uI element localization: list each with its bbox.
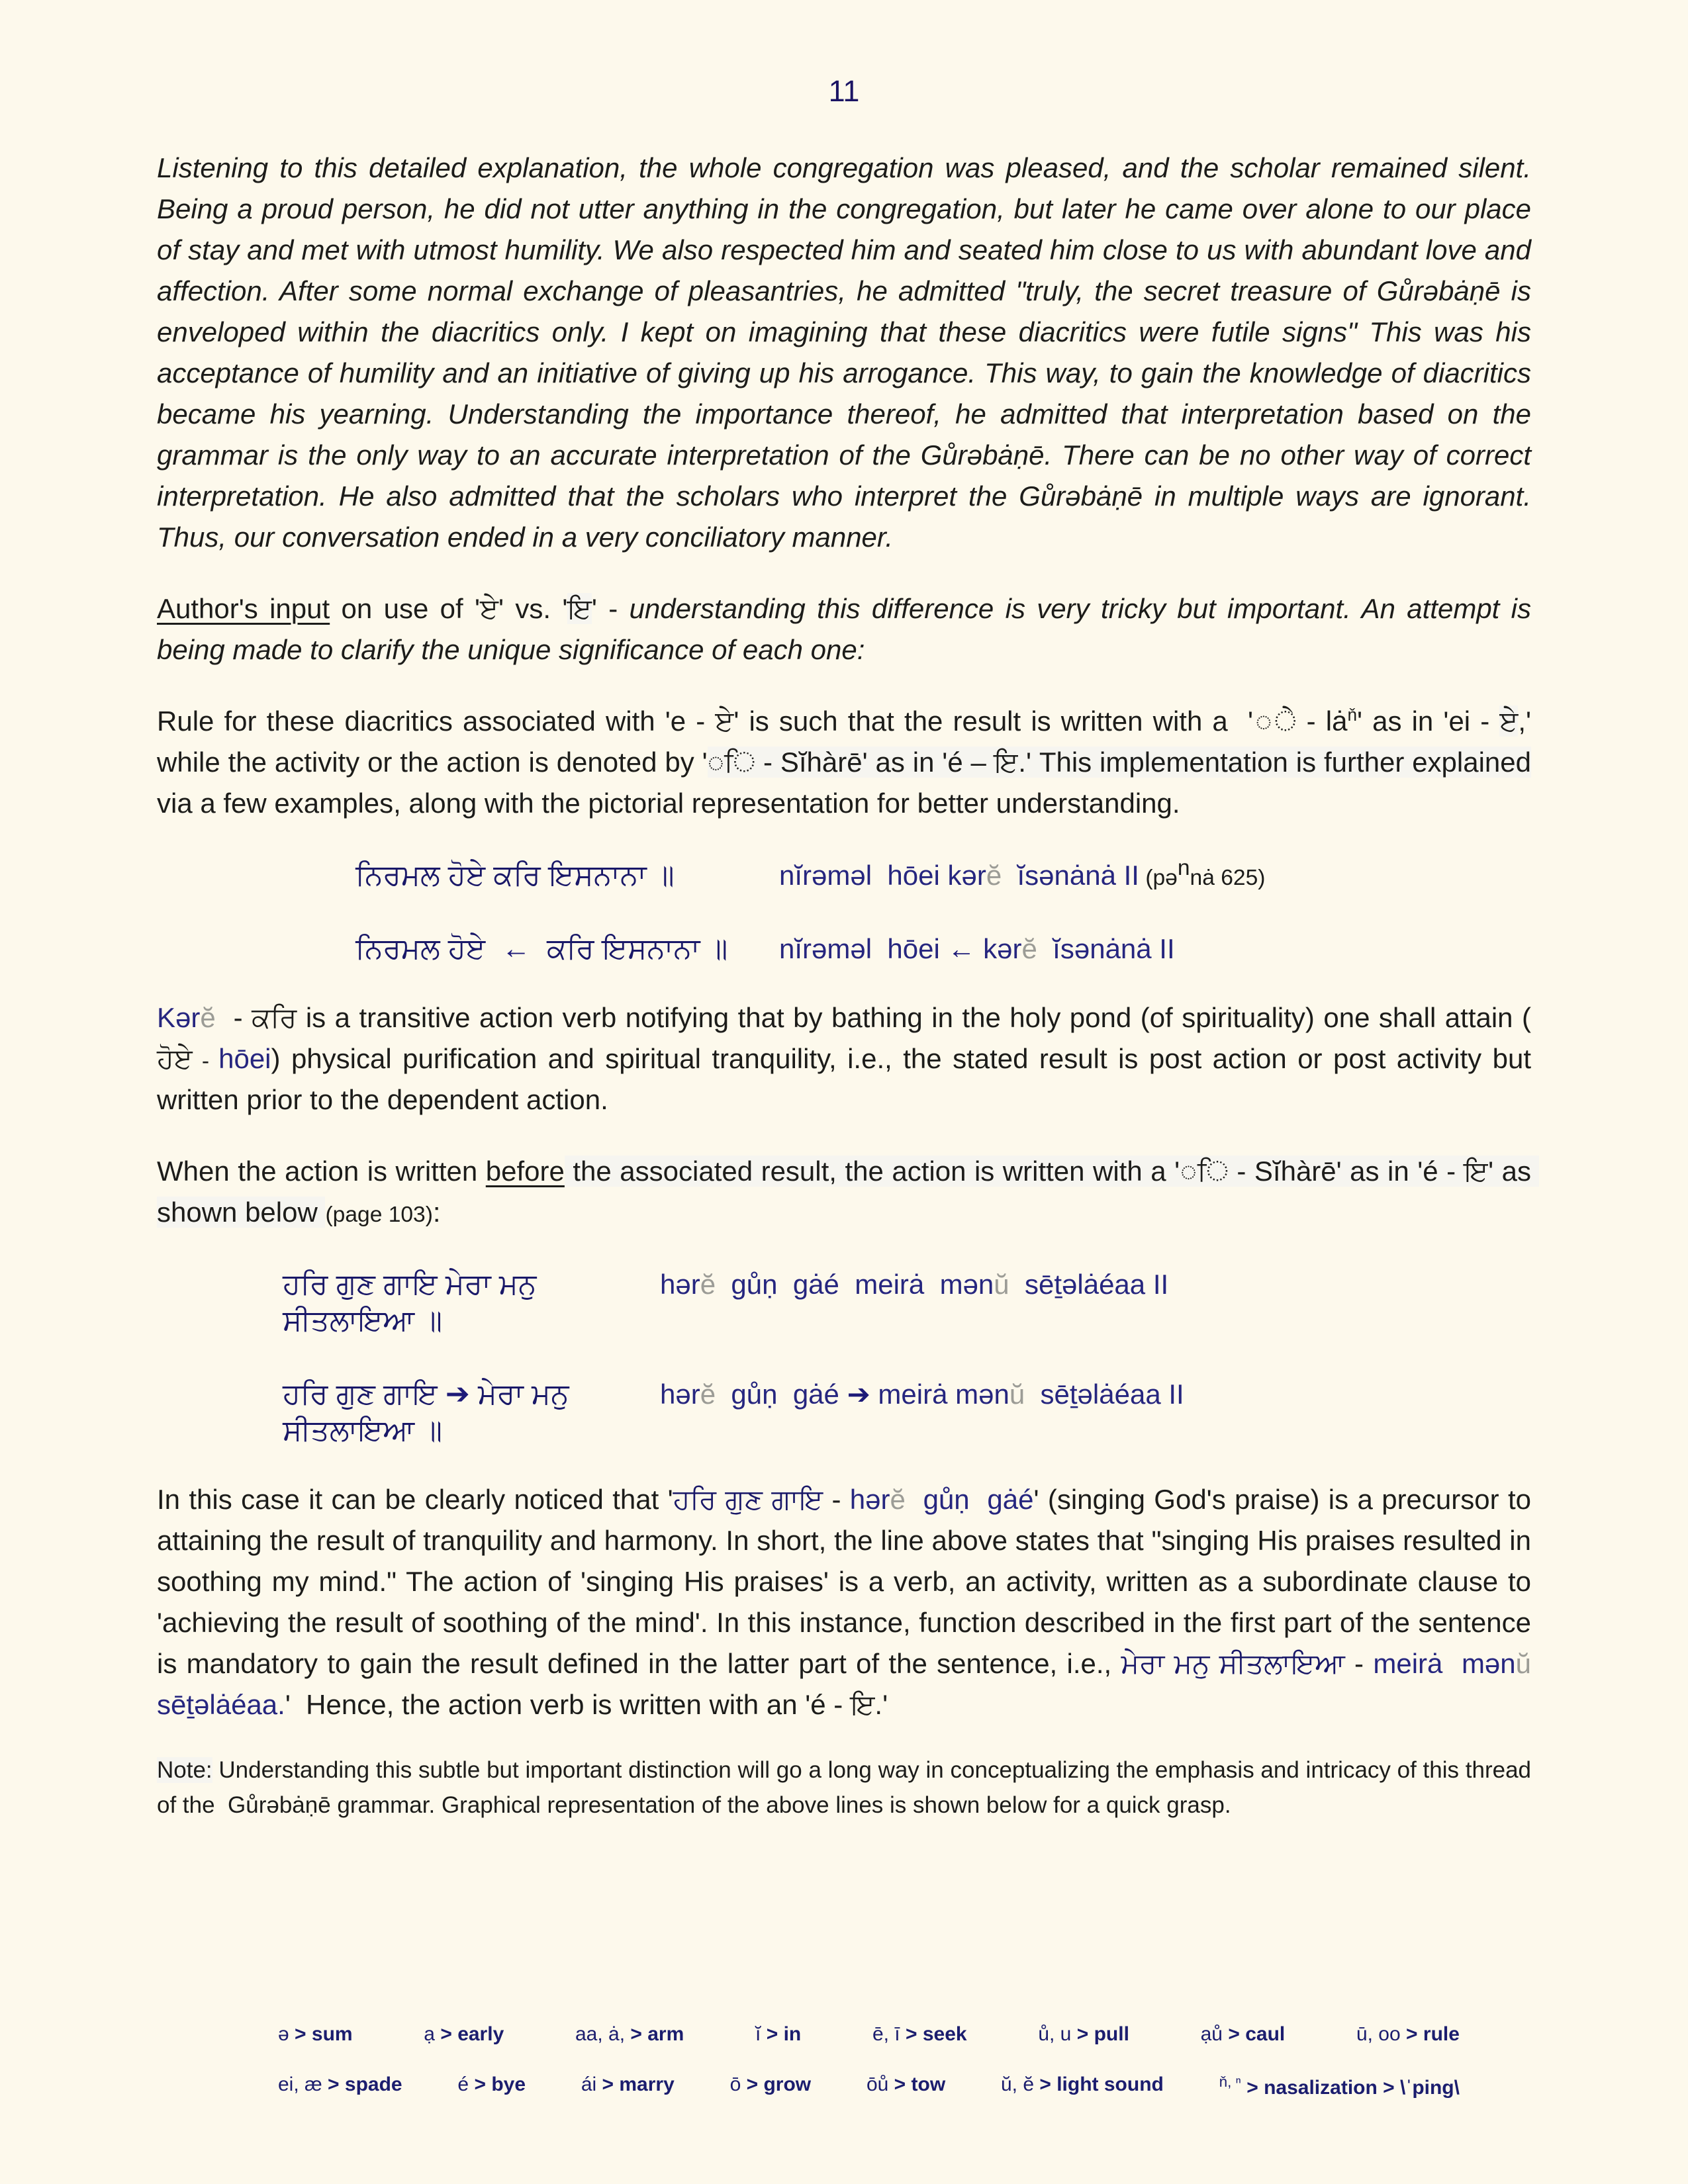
right-arrow-icon: ➔	[445, 1378, 470, 1411]
legend-separator: >	[888, 2073, 912, 2095]
left-arrow-icon: ←	[493, 933, 539, 966]
legend-row-1	[278, 2023, 1460, 2046]
transliteration-line: nĭrəməl hōei ← kərĕ ĭsənȧnȧ II	[779, 933, 1175, 965]
legend-item	[872, 2023, 967, 2046]
right-arrow-icon: ➔	[847, 1379, 870, 1410]
legend-symbol: ạ	[424, 2023, 435, 2045]
legend-separator: >	[1223, 2023, 1246, 2045]
legend-separator: >	[1400, 2023, 1423, 2045]
transliteration-line: nĭrəməl hōei kərĕ ĭsənȧnȧ II (pə$^n$nȧ 625)	[779, 856, 1266, 891]
gurmukhi-line: ਨਿਰਮਲ ਹੋਏ ਕਰਿ ਇਸਨਾਨਾ ॥	[355, 859, 675, 892]
legend-separator: >	[761, 2023, 784, 2045]
gurmukhi-line: ਨਿਰਮਲ ਹੋਏ ← ਕਰਿ ਇਸਨਾਨਾ ॥	[355, 933, 728, 966]
left-arrow-icon: ←	[947, 933, 976, 965]
legend-symbol: ei, æ	[278, 2073, 322, 2095]
paragraph-analysis: In this case it can be clearly noticed that 'ਹਰਿ ਗੁਣ ਗਾਇ - hərĕ gůṇ gȧé' (singing God's praise) is a precursor to attaining the result of tranquility and harmony. In short, the line above states that "singing His praises resulted in soothing my mind." The action of 'singing His praises' is a verb, an activity, written as a subordinate clause to 'achieving the result of soothing of the mind'. In this instance, function described in the first part of the sentence is mandatory to gain the result defined in the latter part of the sentence, i.e., ਮੇਰਾ ਮਨੁ ਸੀਤਲਾਇਆ - meirȧ mənŭ sēṯəlȧéaa.' Hence, the action verb is written with an 'é - ਇ.'	[157, 1484, 1547, 1721]
legend-word: marry	[619, 2073, 675, 2095]
legend-symbol: ĭ	[755, 2023, 761, 2045]
paragraph-intro: Listening to this detailed explanation, the whole congregation was pleased, and the scholar remained silent. Being a proud person, he did not utter anything in the congregation, but later he came over alone to our place of stay and met with utmost humility. We also respected him and seated him close to us with abundant love and affection. After some normal exchange of pleasantries, he admitted "truly, the secret treasure of Gůrəbȧṇē is enveloped within the diacritics only. I kept on imagining that these diacritics were futile signs" This was his acceptance of humility and an initiative of giving up his arrogance. This way, to gain the knowledge of diacritics became his yearning. Understanding the importance thereof, he admitted that interpretation based on the grammar is the only way to an accurate interpretation of the Gůrəbȧṇē. There can be no other way of correct interpretation. He also admitted that the scholars who interpret the Gůrəbȧṇē in multiple ways are ignorant. Thus, our conversation ended in a very conciliatory manner.	[157, 152, 1539, 553]
legend-item	[1201, 2023, 1286, 2046]
page-content	[157, 69, 1547, 1823]
legend-item	[730, 2073, 812, 2099]
legend-word: rule	[1423, 2023, 1460, 2045]
legend-separator: >	[322, 2073, 345, 2095]
legend-item	[1219, 2073, 1460, 2099]
legend-symbol: ū, oo	[1356, 2023, 1401, 2045]
gurmukhi-line: ਹਰਿ ਗੁਣ ਗਾਇ ਮੇਰਾ ਮਨੁ ਸੀਤਲਾਇਆ ॥	[283, 1268, 545, 1338]
legend-word: arm	[647, 2023, 684, 2045]
example-block-2	[283, 1266, 1531, 1449]
legend-word: caul	[1245, 2023, 1286, 2045]
legend-symbol: ů, u	[1038, 2023, 1072, 2045]
example-2-line-2	[283, 1376, 1531, 1449]
pronunciation-legend	[278, 2023, 1460, 2099]
paragraph-note: Note: Understanding this subtle but important distinction will go a long way in conceptualizing the emphasis and intricacy of this thread of the Gůrəbȧṇē grammar. Graphical representation of the above lines is shown below for a quick grasp.	[157, 1757, 1538, 1818]
legend-symbol: ŭ, ĕ	[1000, 2073, 1035, 2095]
transliteration-line: hərĕ gůṇ gȧé ➔ meirȧ mənŭ sēṯəlȧéaa II	[660, 1379, 1184, 1410]
legend-symbol: ə	[278, 2023, 289, 2045]
legend-item	[457, 2073, 526, 2099]
legend-word: early	[457, 2023, 504, 2045]
legend-separator: >	[289, 2023, 312, 2045]
legend-separator: >	[741, 2073, 764, 2095]
legend-item	[1038, 2023, 1129, 2046]
legend-separator: >	[1034, 2073, 1057, 2095]
paragraph-rule: Rule for these diacritics associated with 'e - ਏ' is such that the result is written with a '◌ੇ - $lȧ^ň'$ as in 'ei - ਏ,' while the activity or the action is denoted by '◌ਿ - Sĭhàrē' as in 'é – ਇ.' This implementation is further explained via a few examples, along with the pictorial representation for better understanding.	[157, 705, 1539, 819]
legend-item	[755, 2023, 801, 2046]
legend-separator: >	[434, 2023, 458, 2045]
legend-separator: >	[900, 2023, 923, 2045]
legend-word: pull	[1094, 2023, 1129, 2045]
legend-symbol: aa, ȧ,	[575, 2023, 626, 2045]
legend-symbol: ō	[729, 2073, 741, 2095]
example-block-1	[355, 857, 1531, 967]
paragraph-when: When the action is written before the associated result, the action is written with a '◌ਿ - Sĭhàrē' as in 'é - ਇ' as shown below (page 103):	[157, 1156, 1539, 1228]
legend-separator: >	[625, 2023, 648, 2045]
example-1-line-1	[355, 857, 1531, 893]
paragraph-authors-input: Author's input on use of 'ਏ' vs. 'ਇ' - understanding this difference is very tricky but important. An attempt is being made to clarify the unique significance of each one:	[157, 593, 1539, 666]
legend-word: grow	[763, 2073, 812, 2095]
legend-separator: >	[596, 2073, 620, 2095]
legend-symbol: ōů	[866, 2073, 889, 2095]
legend-word: light sound	[1056, 2073, 1164, 2095]
legend-item	[1001, 2073, 1164, 2099]
legend-word: spade	[344, 2073, 402, 2095]
legend-symbol: ň, ⁿ	[1219, 2073, 1241, 2090]
legend-separator: >	[469, 2073, 492, 2095]
legend-separator: >	[1071, 2023, 1094, 2045]
legend-item	[424, 2023, 504, 2046]
legend-word: sum	[311, 2023, 353, 2045]
legend-word: seek	[922, 2023, 967, 2045]
legend-symbol: ạů	[1200, 2023, 1223, 2045]
legend-item	[1356, 2023, 1460, 2046]
legend-row-2	[278, 2073, 1460, 2099]
gurmukhi-line: ਹਰਿ ਗੁਣ ਗਾਇ ➔ ਮੇਰਾ ਮਨੁ ਸੀਤਲਾਇਆ ॥	[283, 1378, 577, 1447]
legend-item	[575, 2023, 684, 2046]
legend-item	[867, 2073, 945, 2099]
transliteration-line: hərĕ gůṇ gȧé meirȧ mənŭ sēṯəlȧéaa II	[660, 1269, 1169, 1300]
legend-item	[581, 2073, 675, 2099]
legend-word: tow	[911, 2073, 946, 2095]
example-2-line-1	[283, 1266, 1531, 1339]
legend-word: in	[783, 2023, 802, 2045]
paragraph-kare: Kərĕ - ਕਰਿ is a transitive action verb notifying that by bathing in the holy pond (of spirituality) one shall attain ( ਹੋਏ - hōei) physical purification and spiritual tranquility, i.e., the stated result is post action or post activity but written prior to the dependent action.	[157, 1002, 1539, 1116]
legend-separator: >	[1241, 2077, 1264, 2099]
legend-symbol: é	[457, 2073, 469, 2095]
page-number: 11	[828, 74, 860, 108]
legend-symbol: ái	[581, 2073, 597, 2095]
legend-word: nasalization > \ˈping\	[1264, 2077, 1460, 2099]
example-1-line-2	[355, 931, 1531, 967]
legend-item	[278, 2073, 402, 2099]
legend-word: bye	[491, 2073, 526, 2095]
legend-symbol: ē, ī	[872, 2023, 900, 2045]
legend-item	[278, 2023, 353, 2046]
